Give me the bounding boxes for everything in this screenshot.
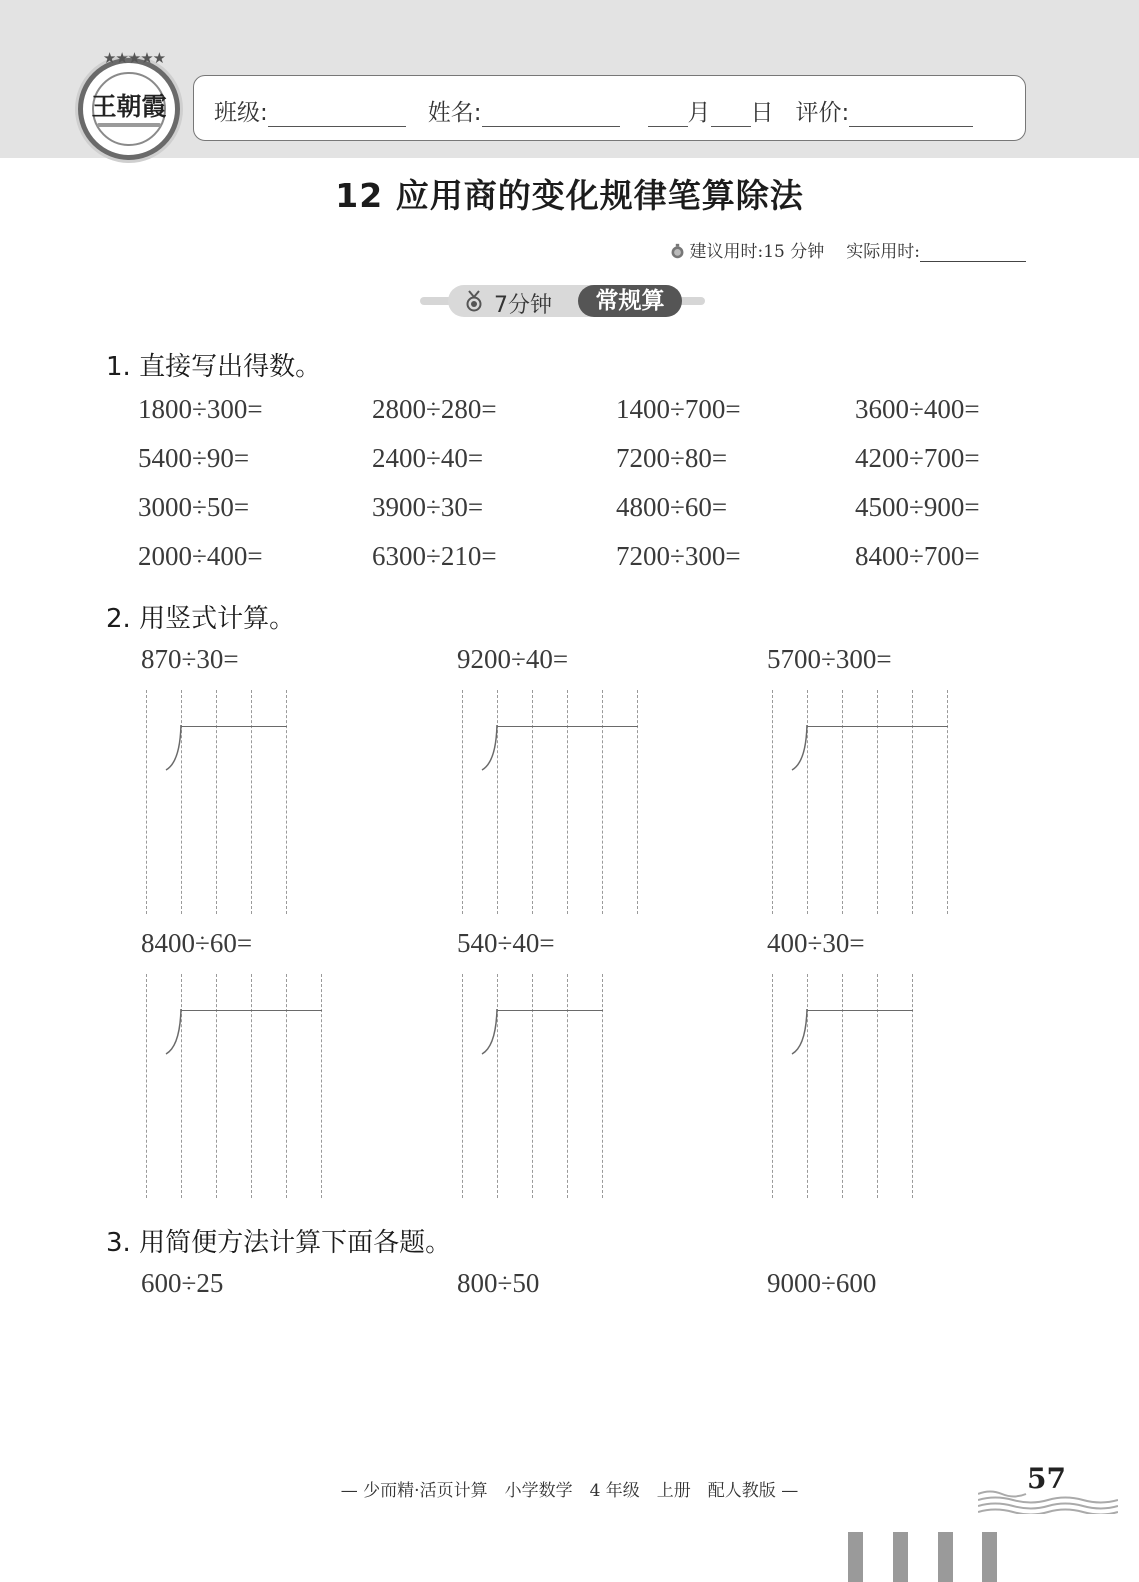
page-title: 12 应用商的变化规律笔算除法 [335, 176, 804, 215]
month-label: 月 [687, 100, 711, 126]
q1-expression: 1400÷700= [616, 394, 741, 424]
division-bracket-icon [480, 1008, 500, 1056]
division-bracket-icon [790, 724, 810, 772]
timer-icon [669, 243, 686, 260]
q3-problem: 800÷50 [457, 1268, 540, 1298]
day-field[interactable] [711, 101, 751, 127]
month-field[interactable] [648, 101, 688, 127]
q1-expression: 4200÷700= [855, 443, 980, 473]
q1-expression: 2800÷280= [372, 394, 497, 424]
division-bracket-icon [790, 1008, 810, 1056]
long-division-grid[interactable] [146, 690, 291, 914]
q1-expression: 7200÷300= [616, 541, 741, 571]
name-field[interactable] [482, 101, 620, 127]
page-edge-tabs [848, 1532, 1008, 1582]
q2-problem: 870÷30= [141, 644, 239, 674]
q1-expression: 8400÷700= [855, 541, 980, 571]
long-division-grid[interactable] [146, 974, 326, 1198]
section-pill [448, 285, 682, 317]
q1-expression: 7200÷80= [616, 443, 728, 473]
stars-icon: ★★★★★ [102, 49, 166, 67]
q3-problem: 600÷25 [141, 1268, 224, 1298]
q1-expression: 3000÷50= [138, 492, 250, 522]
division-bracket-icon [480, 724, 500, 772]
q1-expression: 3600÷400= [855, 394, 980, 424]
eval-field[interactable] [849, 101, 973, 127]
page-number: 57 [1027, 1462, 1066, 1495]
q2-problem: 400÷30= [767, 928, 865, 958]
actual-time-field[interactable] [920, 244, 1026, 262]
division-bracket-icon [164, 724, 184, 772]
footer-text: — 少而精·活页计算 小学数学 4 年级 上册 配人教版 — [340, 1481, 799, 1501]
student-info-row [214, 94, 973, 127]
long-division-grid[interactable] [462, 690, 642, 914]
suggested-time: 建议用时:15 分钟 [689, 242, 825, 262]
student-info-box [193, 75, 1026, 141]
division-bracket-icon [164, 1008, 184, 1056]
q1-expression: 6300÷210= [372, 541, 497, 571]
q2-problem: 540÷40= [457, 928, 555, 958]
q2-problem: 9200÷40= [457, 644, 569, 674]
actual-time-label: 实际用时: [846, 242, 920, 262]
section-tag: 常规算 [578, 285, 682, 317]
eval-label: 评价: [795, 100, 850, 126]
name-label: 姓名: [427, 100, 482, 126]
time-info [669, 237, 1027, 262]
q1-expression: 4500÷900= [855, 492, 980, 522]
q1-expression: 1800÷300= [138, 394, 263, 424]
medal-icon [464, 290, 484, 312]
q2-problem: 8400÷60= [141, 928, 253, 958]
q1-expression: 2000÷400= [138, 541, 263, 571]
class-label: 班级: [214, 100, 268, 126]
publisher-logo [78, 49, 180, 160]
q1-expression: 4800÷60= [616, 492, 728, 522]
day-label: 日 [750, 100, 774, 126]
q3-heading: 3. 用简便方法计算下面各题。 [106, 1228, 452, 1258]
logo-motto-mark [97, 123, 161, 127]
q2-problem: 5700÷300= [767, 644, 892, 674]
class-field[interactable] [268, 101, 406, 127]
wave-decoration-icon [978, 1488, 1118, 1514]
long-division-grid[interactable] [772, 690, 952, 914]
long-division-grid[interactable] [772, 974, 917, 1198]
long-division-grid[interactable] [462, 974, 607, 1198]
q1-expression: 5400÷90= [138, 443, 250, 473]
section-banner [420, 285, 705, 317]
q1-expression: 2400÷40= [372, 443, 484, 473]
q2-heading: 2. 用竖式计算。 [106, 604, 296, 634]
q3-problem: 9000÷600 [767, 1268, 877, 1298]
q1-heading: 1. 直接写出得数。 [106, 352, 322, 382]
q1-expression: 3900÷30= [372, 492, 484, 522]
logo-name: 王朝霞 [91, 92, 167, 121]
section-time: 7分钟 [494, 293, 552, 318]
